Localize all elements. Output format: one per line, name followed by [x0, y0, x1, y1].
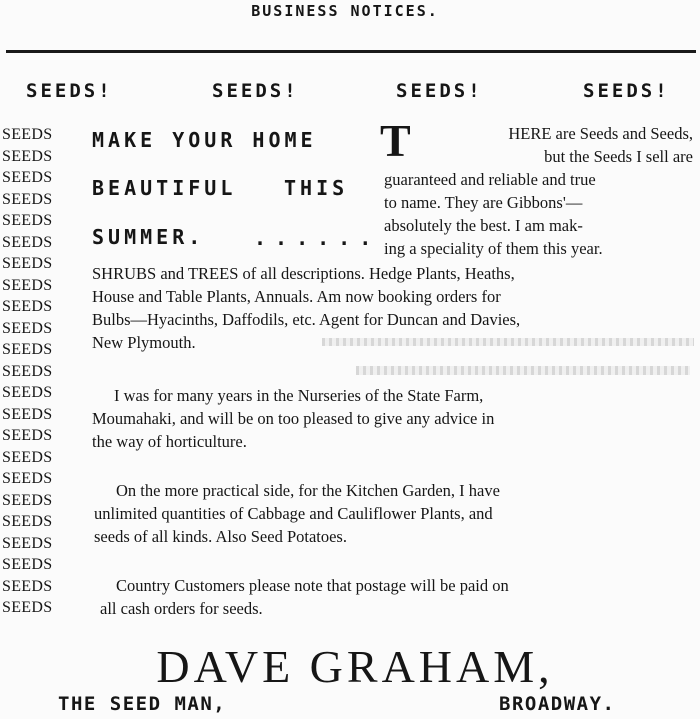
kitchen-paragraph [94, 479, 500, 548]
side-seeds-word: SEEDS [2, 384, 53, 401]
print-smudge [322, 338, 694, 346]
side-seeds-word: SEEDS [2, 298, 53, 315]
advertiser-name: DAVE GRAHAM, [156, 641, 554, 692]
side-seeds-word: SEEDS [2, 513, 53, 530]
horizontal-rule [6, 50, 696, 53]
side-seeds-word: SEEDS [2, 212, 53, 229]
shrubs-line: New Plymouth. [92, 333, 196, 352]
experience-paragraph [92, 384, 495, 453]
shrubs-line: Bulbs—Hyacinths, Daffodils, etc. Agent for Duncan and Davies, [92, 310, 521, 329]
side-seeds-word: SEEDS [2, 427, 53, 444]
side-seeds-word: SEEDS [2, 190, 53, 208]
headline-line-1: MAKE YOUR HOME [92, 128, 317, 152]
intro-line: to name. They are Gibbons'— [384, 193, 583, 212]
experience-line: I was for many years in the Nurseries of the State Farm, [114, 386, 484, 405]
experience-line: Moumahaki, and will be on too pleased to give any advice in [92, 409, 495, 428]
side-seeds-word: SEEDS [2, 577, 53, 595]
intro-line: but the Seeds I sell are [544, 147, 693, 166]
side-seeds-word: SEEDS [2, 556, 53, 573]
intro-line: absolutely the best. I am mak- [384, 216, 583, 235]
headline-line-3: SUMMER. [92, 225, 205, 249]
side-seeds-word: SEEDS [2, 362, 53, 380]
intro-line: ing a speciality of them this year. [384, 239, 603, 258]
headline-line-2a: BEAUTIFUL [92, 176, 237, 200]
side-seeds-word: SEEDS [2, 599, 53, 616]
print-smudge [356, 366, 690, 375]
side-seeds-word: SEEDS [2, 341, 53, 358]
drop-cap: T [380, 115, 411, 166]
side-seeds-word: SEEDS [2, 276, 53, 294]
side-seeds-column [2, 124, 74, 619]
side-seeds-word: SEEDS [2, 491, 53, 509]
intro-paragraph [384, 122, 693, 260]
seeds-heading-4: SEEDS! [583, 80, 670, 102]
side-seeds-word: SEEDS [2, 233, 53, 251]
side-seeds-word: SEEDS [2, 405, 53, 423]
postage-line: all cash orders for seeds. [100, 599, 263, 618]
intro-line: guaranteed and reliable and true [384, 170, 596, 189]
side-seeds-word: SEEDS [2, 126, 53, 143]
experience-line: the way of horticulture. [92, 432, 247, 451]
kitchen-line: unlimited quantities of Cabbage and Cauliflower Plants, and [94, 504, 493, 523]
kitchen-line: On the more practical side, for the Kitchen Garden, I have [116, 481, 500, 500]
side-seeds-word: SEEDS [2, 319, 53, 337]
section-heading: BUSINESS NOTICES. [251, 2, 439, 20]
advertiser-address: BROADWAY. [499, 693, 616, 715]
shrubs-line: SHRUBS and TREES of all descriptions. Hedge Plants, Heaths, [92, 264, 515, 283]
side-seeds-word: SEEDS [2, 470, 53, 487]
kitchen-line: seeds of all kinds. Also Seed Potatoes. [94, 527, 347, 546]
seeds-heading-2: SEEDS! [212, 80, 299, 102]
seeds-heading-3: SEEDS! [396, 80, 483, 102]
headline-dots: ...... [254, 226, 381, 250]
intro-line: HERE are Seeds and Seeds, [508, 124, 693, 143]
side-seeds-word: SEEDS [2, 169, 53, 186]
side-seeds-word: SEEDS [2, 147, 53, 165]
seeds-heading-1: SEEDS! [26, 80, 113, 102]
side-seeds-word: SEEDS [2, 255, 53, 272]
shrubs-line: House and Table Plants, Annuals. Am now booking orders for [92, 287, 501, 306]
side-seeds-word: SEEDS [2, 534, 53, 552]
postage-paragraph [100, 574, 509, 620]
side-seeds-word: SEEDS [2, 448, 53, 466]
headline-line-2b: THIS [284, 176, 349, 200]
postage-line: Country Customers please note that postage will be paid on [116, 576, 509, 595]
advertiser-subtitle: THE SEED MAN, [58, 693, 227, 715]
